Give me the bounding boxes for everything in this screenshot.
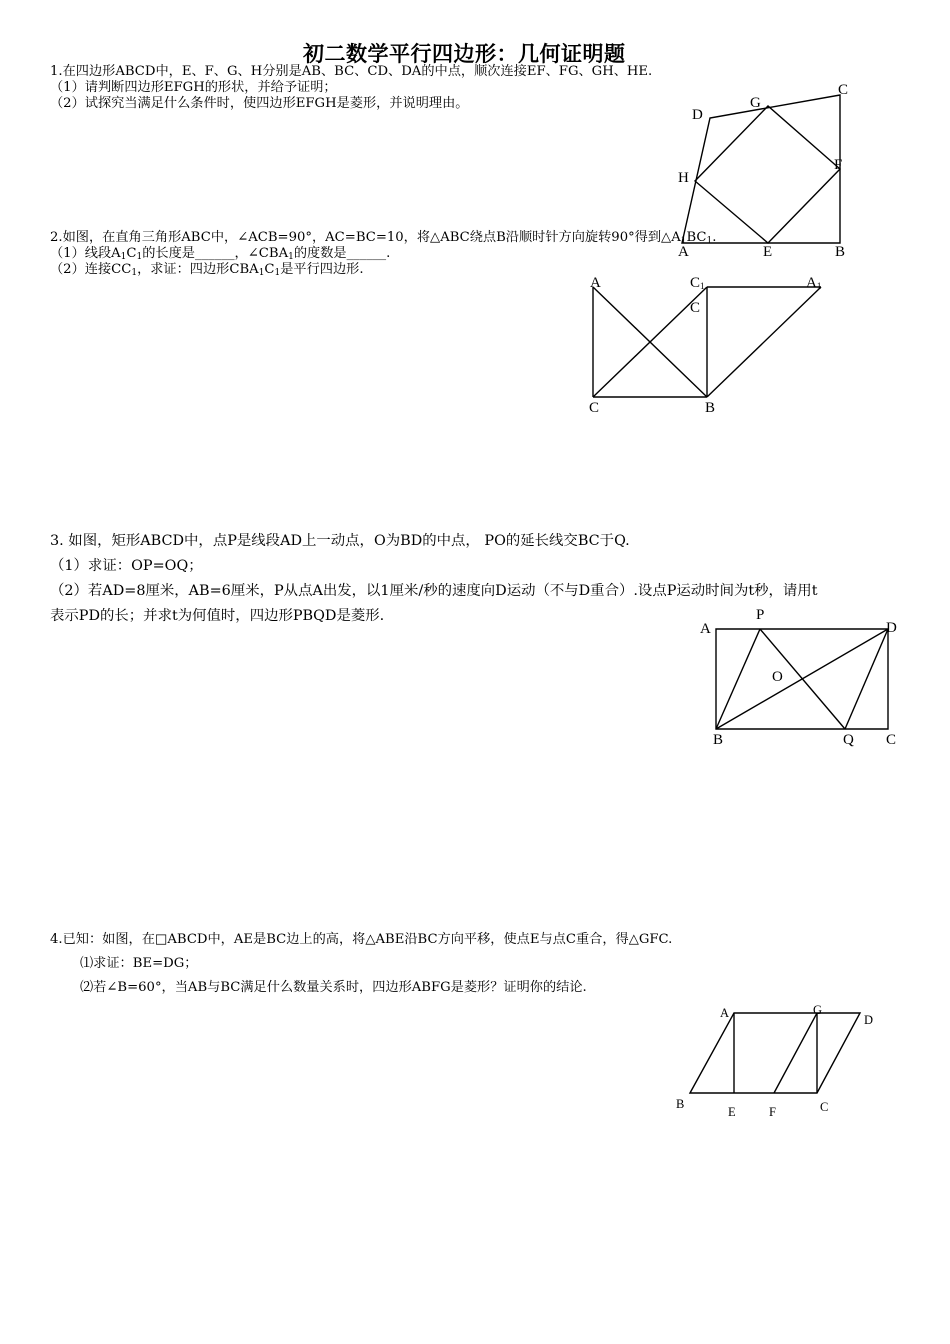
problem-4-statement: 4.已知：如图，在□ABCD中，AE是BC边上的高，将△ABE沿BC方向平移，使点E与点C重合，得△GFC. [50, 932, 673, 947]
label-Q: Q [843, 732, 854, 748]
parallelogram-abcd [690, 1013, 860, 1093]
label-C: C [820, 1100, 829, 1114]
label-A: A [720, 1006, 730, 1020]
problem-3-question-1: （1）求证：OP=OQ； [50, 558, 203, 574]
label-A1: A1 [806, 275, 822, 291]
label-D: D [864, 1013, 874, 1027]
page-title: 初二数学平行四边形：几何证明题 [303, 41, 626, 66]
label-E: E [763, 244, 773, 260]
label-F: F [834, 157, 843, 173]
problem-3-question-2-line-1: （2）若AD=8厘米，AB=6厘米，P从点A出发，以1厘米/秒的速度向D运动（不与D重合）.设点P运动时间为t秒，请用t [50, 583, 818, 599]
label-A: A [678, 244, 689, 260]
problem-1-question-2: （2）试探究当满足什么条件时，使四边形EFGH是菱形，并说明理由。 [50, 96, 469, 111]
problem-2-question-2: （2）连接CC1，求证：四边形CBA1C1是平行四边形. [50, 262, 364, 278]
label-C: C [838, 82, 849, 98]
label-B: B [676, 1097, 685, 1111]
label-P: P [756, 607, 765, 623]
problem-3-question-2-line-2: 表示PD的长；并求t为何值时，四边形PBQD是菱形. [50, 608, 385, 624]
label-C1: C1 [690, 275, 705, 291]
problem-2-statement: 2.如图，在直角三角形ABC中，∠ACB=90°，AC=BC=10，将△ABC绕点B沿顺时针方向旋转90°得到△A1BC1. [50, 230, 717, 246]
label-C: C [589, 400, 600, 416]
problem-4-question-1: ⑴求证：BE=DG； [80, 956, 198, 971]
problem-2-question-1: （1）线段A1C1的长度是______，∠CBA1的度数是______. [50, 246, 391, 262]
problem-1-question-1: （1）请判断四边形EFGH的形状，并给予证明； [50, 80, 337, 95]
label-C-mid: C [690, 300, 701, 316]
label-B: B [713, 732, 724, 748]
label-A: A [700, 621, 711, 637]
label-O: O [772, 669, 783, 685]
problem-1-statement: 1.在四边形ABCD中，E、F、G、H分别是AB、BC、CD、DA的中点，顺次连接EF、FG、GH、HE. [50, 64, 653, 79]
problem-3-statement: 3. 如图，矩形ABCD中，点P是线段AD上一动点，O为BD的中点， PO的延长线交BC于Q. [50, 533, 630, 549]
label-H: H [678, 170, 689, 186]
label-D: D [886, 620, 897, 636]
label-B: B [835, 244, 846, 260]
label-G: G [813, 1003, 823, 1017]
label-D: D [692, 107, 703, 123]
label-E: E [728, 1105, 736, 1119]
problem-4-question-2: ⑵若∠B=60°，当AB与BC满足什么数量关系时，四边形ABFG是菱形？证明你的结论. [80, 980, 587, 995]
label-C: C [886, 732, 897, 748]
label-G: G [750, 95, 761, 111]
label-A: A [590, 275, 601, 291]
label-F: F [769, 1105, 776, 1119]
label-B: B [705, 400, 716, 416]
